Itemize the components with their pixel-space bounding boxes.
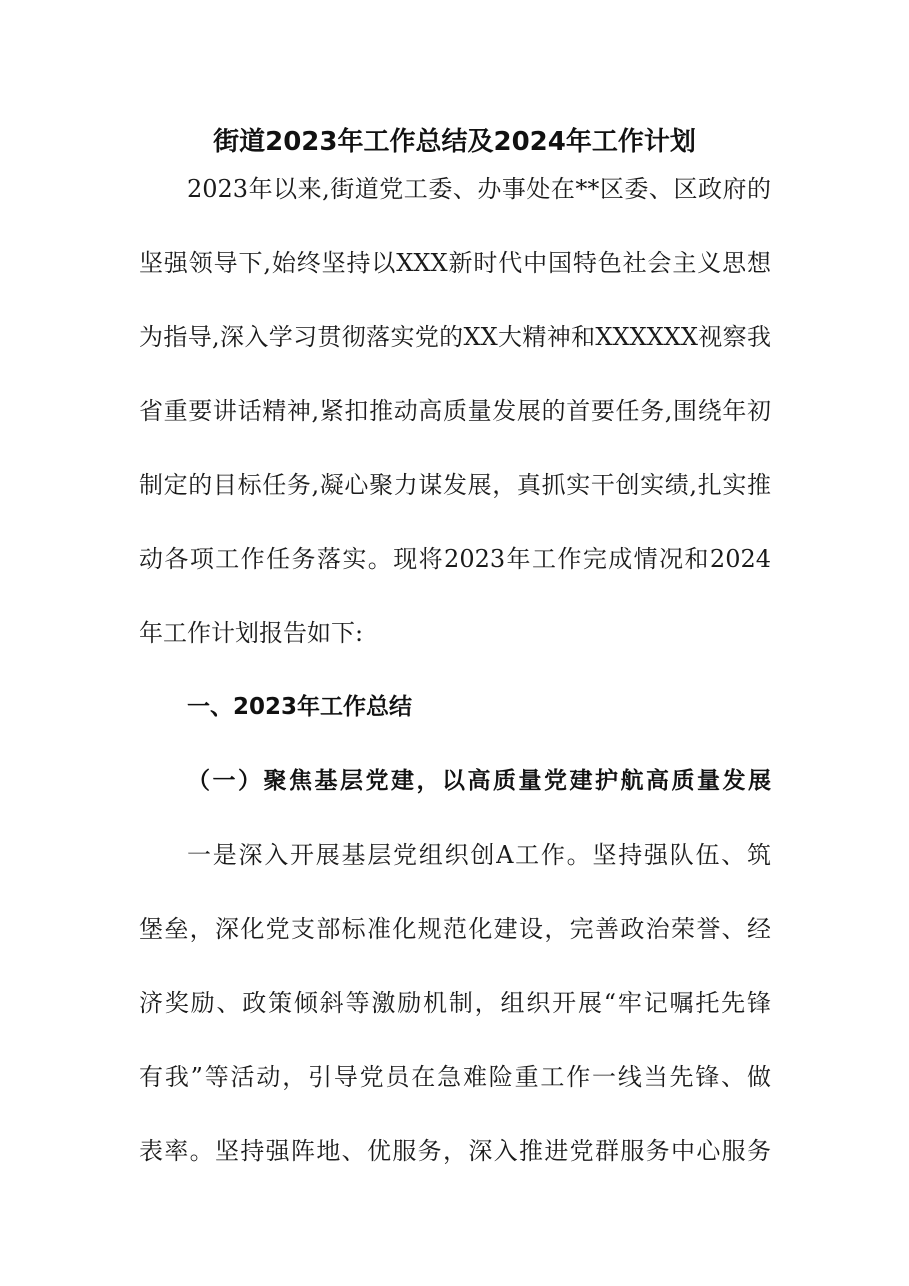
body-line-4: 有我”等活动，引导党员在急难险重工作一线当先锋、做 [139,1063,771,1091]
intro-line-1: 2023年以来,街道党工委、办事处在**区委、区政府的 [187,175,771,203]
intro-line-2: 坚强领导下,始终坚持以XXX新时代中国特色社会主义思想 [139,249,771,277]
document-title: 街道2023年工作总结及2024年工作计划 [213,127,696,157]
body-line-2: 堡垒，深化党支部标准化规范化建设，完善政治荣誉、经 [139,915,771,943]
intro-line-6: 动各项工作任务落实。现将2023年工作完成情况和2024 [139,545,771,573]
intro-line-4: 省重要讲话精神,紧扣推动高质量发展的首要任务,围绕年初 [139,397,771,425]
intro-line-3: 为指导,深入学习贯彻落实党的XX大精神和XXXXXX视察我 [139,323,771,351]
intro-line-5: 制定的目标任务,凝心聚力谋发展，真抓实干创实绩,扎实推 [139,471,771,499]
intro-line-7: 年工作计划报告如下: [139,619,364,647]
body-line-5: 表率。坚持强阵地、优服务，深入推进党群服务中心服务 [139,1137,771,1165]
body-line-1: 一是深入开展基层党组织创A工作。坚持强队伍、筑 [187,841,771,869]
section-heading: 一、2023年工作总结 [187,694,413,720]
subsection-heading: （一）聚焦基层党建，以高质量党建护航高质量发展 [187,768,771,794]
body-line-3: 济奖励、政策倾斜等激励机制，组织开展“牢记嘱托先锋 [139,989,771,1017]
